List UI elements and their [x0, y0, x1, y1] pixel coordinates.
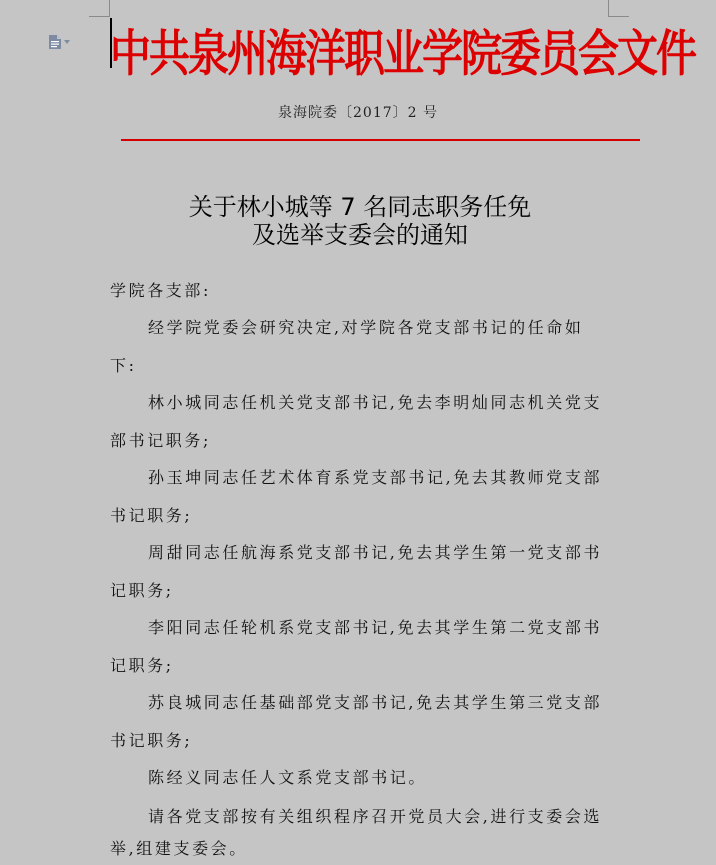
paragraph-appointment-4: 李阳同志任轮机系党支部书记,免去其学生第二党支部书记职务;: [110, 618, 603, 675]
paragraph-appointment-5: 苏良城同志任基础部党支部书记,免去其学生第三党支部书记职务;: [110, 693, 603, 750]
notice-body: [110, 278, 610, 865]
chevron-down-icon: [64, 40, 70, 44]
page-corner-mark-left: [89, 0, 110, 17]
paragraph-appointment-3: 周甜同志任航海系党支部书记,免去其学生第一党支部书记职务;: [110, 543, 603, 600]
notice-title: [110, 193, 610, 249]
paragraph-appointment-1: 林小城同志任机关党支部书记,免去李明灿同志机关党支部书记职务;: [110, 393, 603, 450]
document-icon[interactable]: [48, 34, 72, 50]
notice-title-line-2: 及选举支委会的通知: [252, 221, 468, 249]
red-header-title: 中共泉州海洋职业学院委员会文件: [110, 24, 695, 83]
paragraph-appointment-6: 陈经义同志任人文系党支部书记。: [148, 768, 428, 787]
notice-title-line-1: 关于林小城等 7 名同志职务任免: [188, 193, 532, 221]
red-divider: [121, 139, 640, 141]
paragraph-closing: 请各党支部按有关组织程序召开党员大会,进行支委会选举,组建支委会。: [110, 806, 603, 858]
paragraph-appointment-2: 孙玉坤同志任艺术体育系党支部书记,免去其教师党支部书记职务;: [110, 468, 603, 525]
paragraph-intro: 经学院党委会研究决定,对学院各党支部书记的任命如下:: [110, 318, 584, 375]
document-glyph: [48, 34, 62, 50]
document-number: 泉海院委〔2017〕2 号: [278, 105, 438, 121]
salutation: 学院各支部:: [110, 281, 211, 300]
